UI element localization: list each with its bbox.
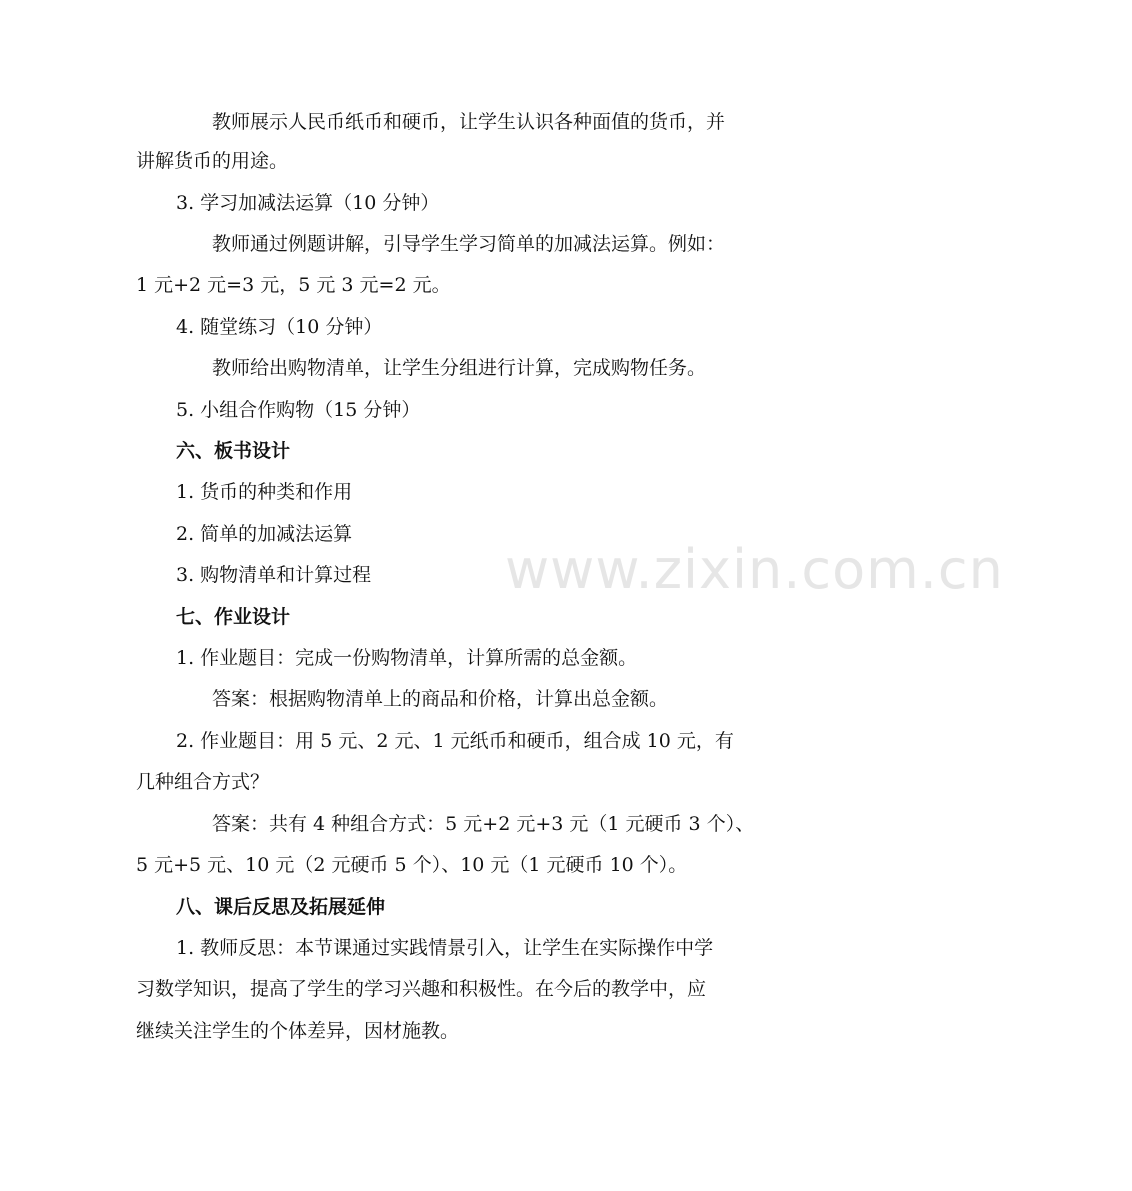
paragraph-line: 习数学知识，提高了学生的学习兴趣和积极性。在今后的教学中，应 [136,978,707,1000]
list-item: 2. 简单的加减法运算 [176,523,353,545]
paragraph-line: 几种组合方式？ [136,771,270,793]
paragraph-line: 5 元+5 元、10 元（2 元硬币 5 个）、10 元（1 元硬币 10 个）。 [136,854,688,876]
list-item: 1. 教师反思：本节课通过实践情景引入，让学生在实际操作中学 [176,937,714,959]
paragraph-line: 1 元+2 元=3 元，5 元 3 元=2 元。 [136,274,451,296]
watermark: www.zixin.com.cn [505,538,1004,601]
section-heading: 八、课后反思及拓展延伸 [176,896,386,918]
answer-line: 答案：根据购物清单上的商品和价格，计算出总金额。 [212,688,669,710]
list-item: 3. 购物清单和计算过程 [176,564,372,586]
section-heading: 六、板书设计 [176,440,291,462]
list-item: 1. 作业题目：完成一份购物清单，计算所需的总金额。 [176,647,638,669]
list-item: 3. 学习加减法运算（10 分钟） [176,192,440,214]
answer-line: 答案：共有 4 种组合方式：5 元+2 元+3 元（1 元硬币 3 个）、 [212,813,755,835]
list-item: 1. 货币的种类和作用 [176,481,353,503]
paragraph-line: 教师展示人民币纸币和硬币，让学生认识各种面值的货币，并 [212,111,726,133]
list-item: 4. 随堂练习（10 分钟） [176,316,383,338]
paragraph-line: 继续关注学生的个体差异，因材施教。 [136,1020,460,1042]
list-item: 5. 小组合作购物（15 分钟） [176,399,421,421]
paragraph-line: 教师给出购物清单，让学生分组进行计算，完成购物任务。 [212,357,707,379]
list-item: 2. 作业题目：用 5 元、2 元、1 元纸币和硬币，组合成 10 元，有 [176,730,734,752]
paragraph-line: 教师通过例题讲解，引导学生学习简单的加减法运算。例如： [212,233,726,255]
section-heading: 七、作业设计 [176,606,291,628]
paragraph-line: 讲解货币的用途。 [136,150,289,172]
